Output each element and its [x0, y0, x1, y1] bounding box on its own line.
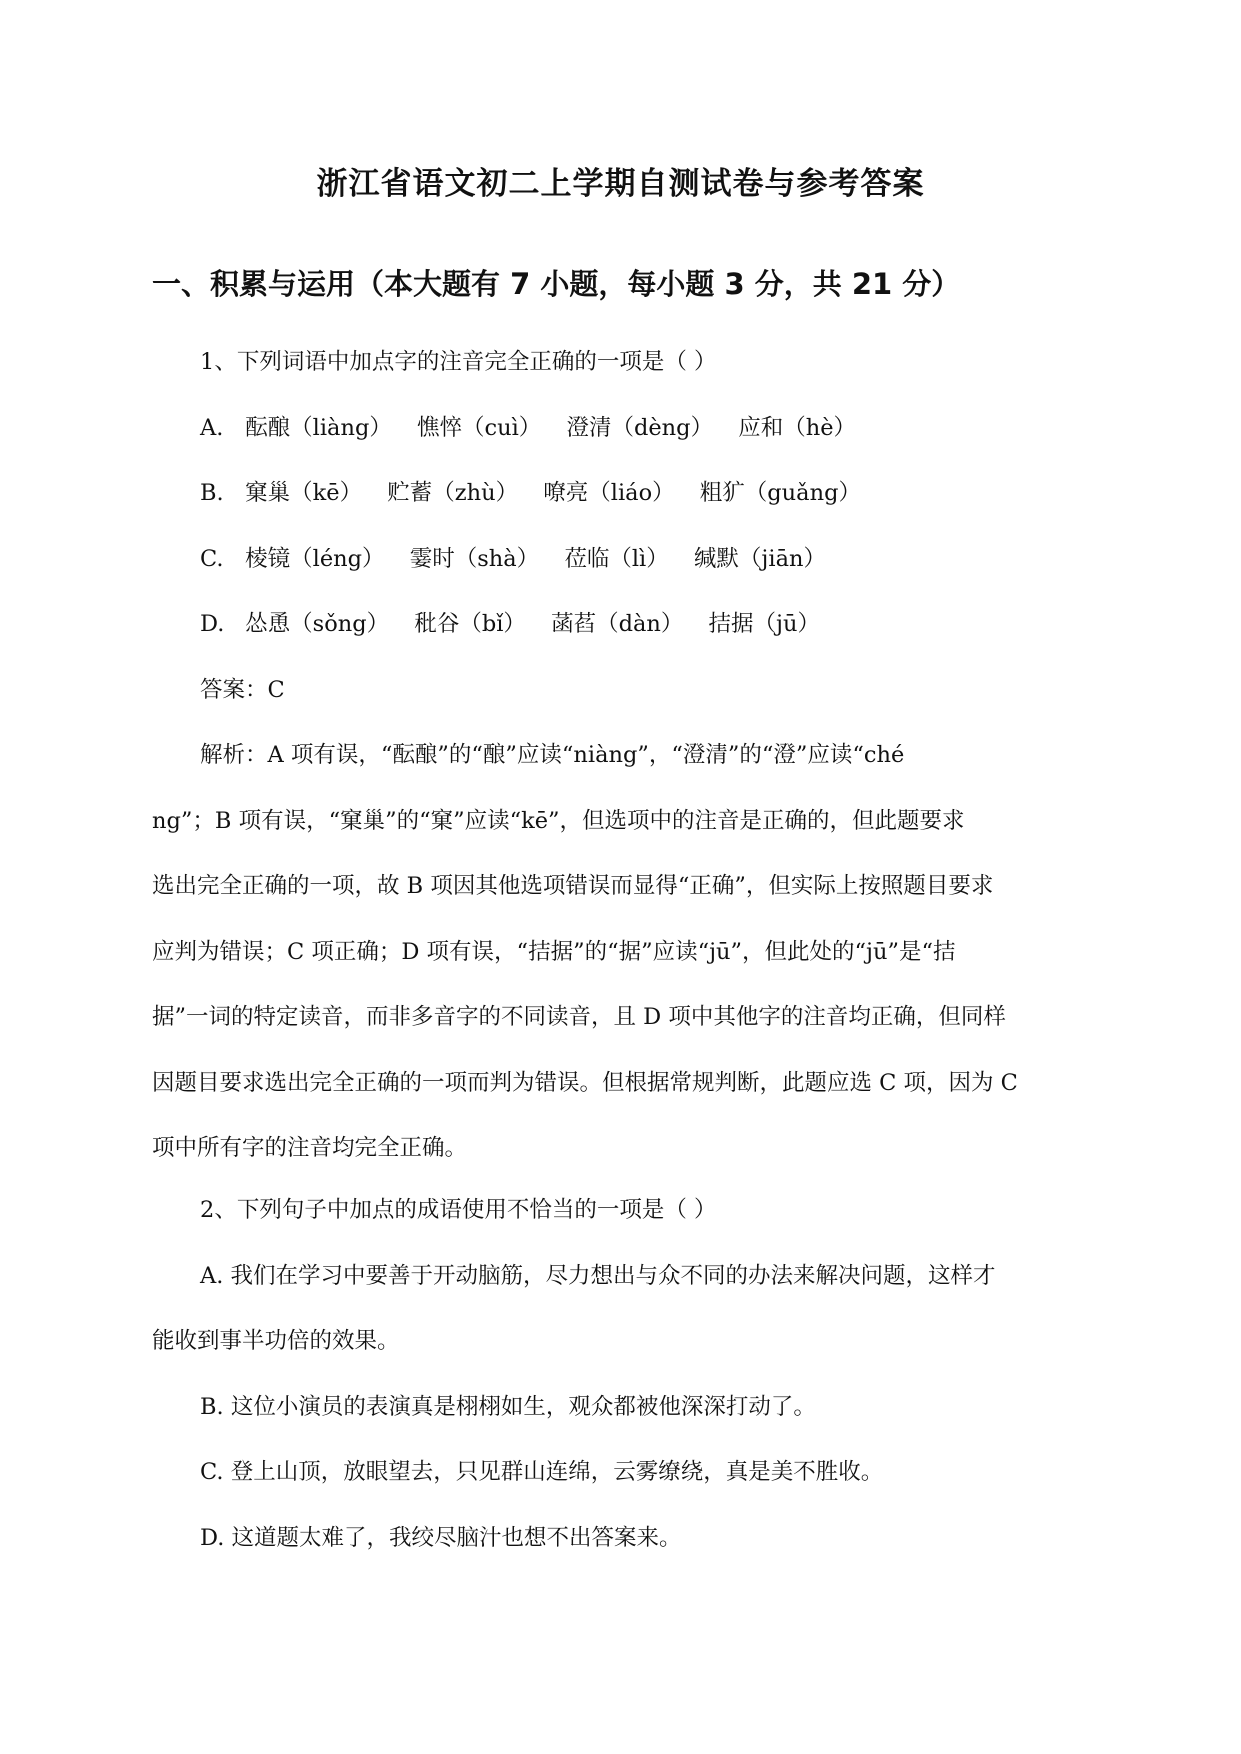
question-1	[152, 330, 1092, 1182]
analysis-line: 应判为错误；C 项正确；D 项有误，“拮据”的“据”应读“jū”，但此处的“jū”是“拮	[152, 938, 956, 965]
option-letter: C.	[200, 545, 224, 572]
analysis-line: 解析：A 项有误，“酝酿”的“酿”应读“niàng”，“澄清”的“澄”应读“ché	[200, 742, 905, 768]
option-item: 贮蓄（zhù）	[387, 480, 519, 506]
option-item: 应和（hè）	[738, 414, 857, 441]
analysis-line: ng”；B 项有误，“窠巢”的“窠”应读“kē”，但选项中的注音是正确的，但此题要求	[152, 807, 965, 834]
question-2-option-a: A. 我们在学习中要善于开动脑筋，尽力想出与众不同的办法来解决问题，这样才	[200, 1262, 996, 1289]
document-title: 浙江省语文初二上学期自测试卷与参考答案	[316, 166, 925, 202]
question-2	[152, 1178, 1092, 1571]
question-2-option-d: D. 这道题太难了，我绞尽脑汁也想不出答案来。	[200, 1524, 682, 1551]
analysis-line: 据”一词的特定读音，而非多音字的不同读音，且 D 项中其他字的注音均正确，但同样	[152, 1004, 1006, 1030]
option-item: 嘹亮（liáo）	[543, 480, 675, 506]
option-item: 窠巢（kē）	[245, 480, 363, 506]
option-item: 拮据（jū）	[708, 611, 821, 637]
option-item: 粗犷（guǎng）	[699, 480, 861, 506]
option-item: 莅临（lì）	[564, 545, 669, 572]
analysis-line: 项中所有字的注音均完全正确。	[152, 1135, 468, 1161]
section-heading: 一、积累与运用（本大题有 7 小题，每小题 3 分，共 21 分）	[152, 267, 961, 301]
option-letter: D.	[200, 611, 225, 637]
option-letter: A.	[200, 414, 224, 441]
option-letter: B.	[200, 480, 224, 506]
question-1-option-b	[152, 461, 1092, 527]
question-2-option-c: C. 登上山顶，放眼望去，只见群山连绵，云雾缭绕，真是美不胜收。	[200, 1459, 884, 1485]
option-item: 憔悴（cuì）	[417, 414, 542, 441]
option-item: 缄默（jiān）	[693, 545, 826, 572]
question-1-answer: 答案：C	[200, 676, 285, 703]
question-2-option-a-continued: 能收到事半功倍的效果。	[152, 1328, 400, 1354]
option-item: 澄清（dèng）	[566, 414, 714, 441]
question-1-option-a	[152, 396, 1092, 462]
option-item: 秕谷（bǐ）	[414, 611, 526, 637]
option-item: 怂恿（sǒng）	[245, 611, 390, 637]
option-item: 菡萏（dàn）	[551, 611, 684, 637]
analysis-line: 选出完全正确的一项，故 B 项因其他选项错误而显得“正确”，但实际上按照题目要求	[152, 873, 994, 899]
question-1-option-c	[152, 527, 1092, 593]
analysis-line: 因题目要求选出完全正确的一项而判为错误。但根据常规判断，此题应选 C 项，因为 C	[152, 1069, 1018, 1096]
question-1-stem: 1、下列词语中加点字的注音完全正确的一项是（ ）	[200, 349, 717, 375]
option-item: 霎时（shà）	[409, 545, 540, 572]
question-2-option-b: B. 这位小演员的表演真是栩栩如生，观众都被他深深打动了。	[200, 1393, 816, 1420]
option-item: 棱镜（léng）	[245, 545, 385, 572]
option-item: 酝酿（liàng）	[245, 414, 392, 441]
question-2-stem: 2、下列句子中加点的成语使用不恰当的一项是（ ）	[200, 1197, 717, 1223]
question-1-option-d	[152, 592, 1092, 658]
